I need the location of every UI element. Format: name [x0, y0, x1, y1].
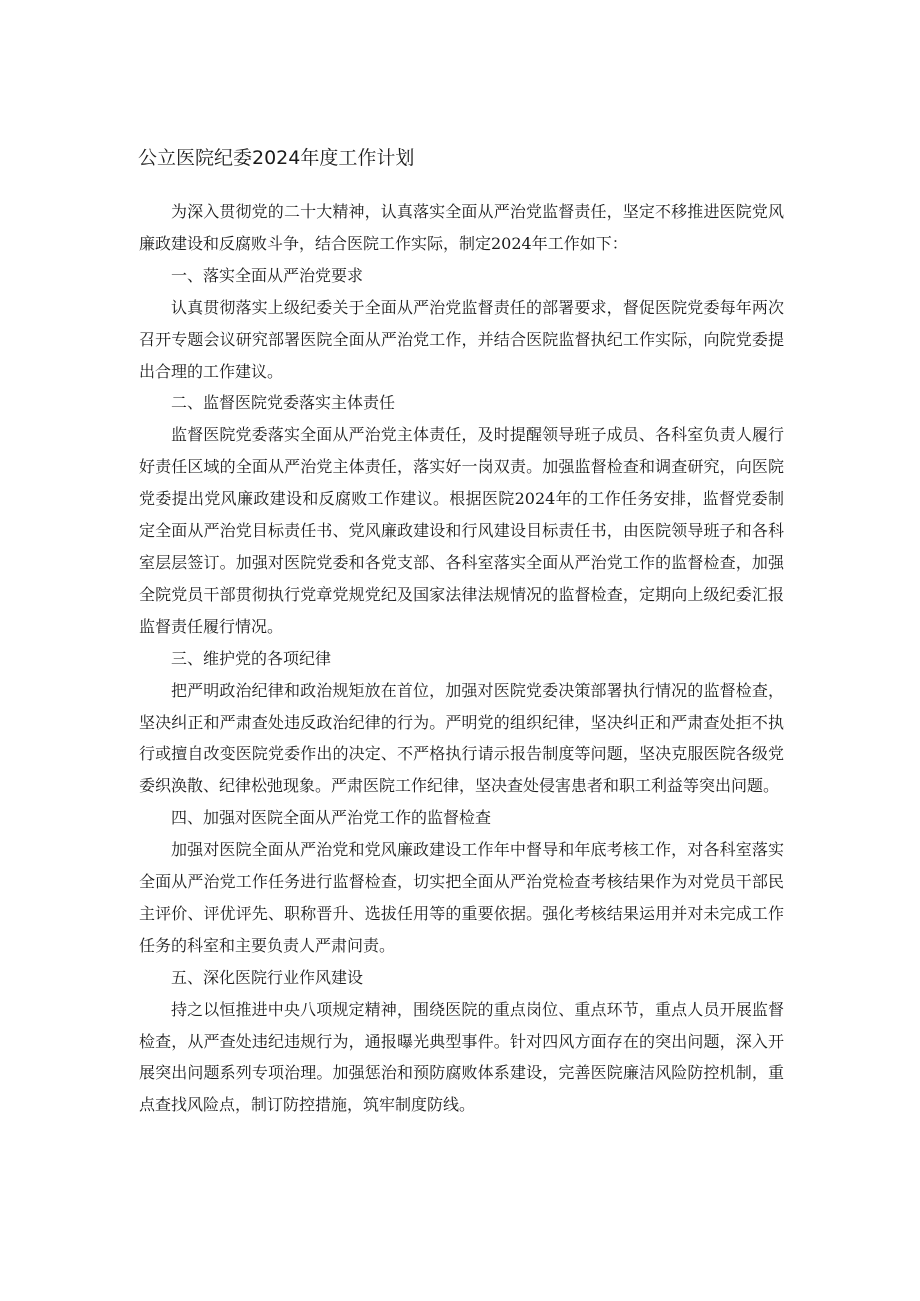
section-4-paragraph: 加强对医院全面从严治党和党风廉政建设工作年中督导和年底考核工作，对各科室落实全面从严治党工作任务进行监督检查，切实把全面从严治党检查考核结果作为对党员干部民主评价、评优评先、职称晋升、选拔任用等的重要依据。强化考核结果运用并对未完成工作任务的科室和主要负责人严肃问责。 — [139, 840, 784, 955]
section-3-heading: 三、维护党的各项纪律 — [171, 648, 332, 668]
section-2-paragraph: 监督医院党委落实全面从严治党主体责任，及时提醒领导班子成员、各科室负责人履行好责任区域的全面从严治党主体责任，落实好一岗双责。加强监督检查和调查研究，向医院党委提出党风廉政建设和反腐败工作建议。根据医院2024年的工作任务安排，监督党委制定全面从严治党目标责任书、党风廉政建设和行风建设目标责任书，由医院领导班子和各科室层层签订。加强对医院党委和各党支部、各科室落实全面从严治党工作的监督检查，加强全院党员干部贯彻执行党章党规党纪及国家法律法规情况的监督检查，定期向上级纪委汇报监督责任履行情况。 — [139, 425, 784, 636]
document-title: 公立医院纪委2024年度工作计划 — [138, 147, 415, 169]
section-5-heading: 五、深化医院行业作风建设 — [171, 967, 364, 987]
section-5-paragraph: 持之以恒推进中央八项规定精神，围绕医院的重点岗位、重点环节，重点人员开展监督检查，从严查处违纪违规行为，通报曝光典型事件。针对四风方面存在的突出问题，深入开展突出问题系列专项治理。加强惩治和预防腐败体系建设，完善医院廉洁风险防控机制，重点查找风险点，制订防控措施，筑牢制度防线。 — [139, 999, 784, 1115]
intro-paragraph: 为深入贯彻党的二十大精神，认真落实全面从严治党监督责任，坚定不移推进医院党风廉政建设和反腐败斗争，结合医院工作实际，制定2024年工作如下： — [139, 202, 784, 253]
section-1-paragraph: 认真贯彻落实上级纪委关于全面从严治党监督责任的部署要求，督促医院党委每年两次召开专题会议研究部署医院全面从严治党工作，并结合医院监督执纪工作实际，向院党委提出合理的工作建议。 — [139, 297, 784, 381]
section-4-heading: 四、加强对医院全面从严治党工作的监督检查 — [171, 808, 492, 828]
section-2-heading: 二、监督医院党委落实主体责任 — [171, 393, 396, 413]
section-3-paragraph: 把严明政治纪律和政治规矩放在首位，加强对医院党委决策部署执行情况的监督检查，坚决纠正和严肃查处违反政治纪律的行为。严明党的组织纪律，坚决纠正和严肃查处拒不执行或擅自改变医院党委作出的决定、不严格执行请示报告制度等问题，坚决克服医院各级党委织涣散、纪律松弛现象。严肃医院工作纪律，坚决查处侵害患者和职工利益等突出问题。 — [139, 680, 784, 796]
section-1-heading: 一、落实全面从严治党要求 — [171, 265, 364, 285]
document-body — [139, 196, 784, 1121]
